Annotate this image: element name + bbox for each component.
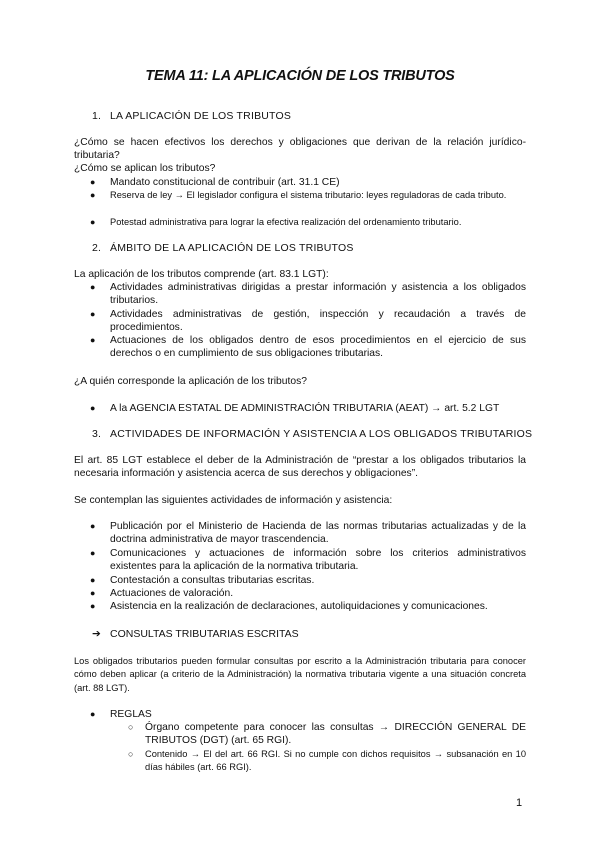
list-item-text: Actividades administrativas de gestión, inspección y recaudación a través de procedimientos.: [110, 309, 526, 334]
page-number: 1: [516, 797, 523, 809]
list-item: [90, 600, 526, 613]
bullet-icon: ●: [90, 190, 96, 200]
bullet-icon: ●: [90, 601, 96, 611]
rules-label: REGLAS: [110, 709, 152, 720]
sub-list-item-text: Contenido → El del art. 66 RGI. Si no cumple con dichos requisitos → subsanación en 10 días hábiles (art. 66 RGI).: [145, 749, 526, 773]
list-item-text: Actuaciones de valoración.: [110, 588, 234, 599]
list-item-text: Potestad administrativa para lograr la efectiva realización del ordenamiento tributario.: [110, 217, 462, 227]
list-item-text: Publicación por el Ministerio de Hacienda de las normas tributarias actualizadas y de la doctrina administrativa de mayor trascendencia.: [110, 521, 526, 546]
section-1-question-2: ¿Cómo se aplican los tributos?: [74, 163, 216, 174]
section-1-title: LA APLICACIÓN DE LOS TRIBUTOS: [110, 110, 292, 122]
list-item: [90, 402, 526, 415]
bullet-icon: ●: [90, 309, 96, 319]
sub-list-item-text: Órgano competente para conocer las consultas → DIRECCIÓN GENERAL DE TRIBUTOS (DGT) (art. 65 RGI).: [145, 722, 526, 747]
list-item-text: Actuaciones de los obligados dentro de esos procedimientos en el ejercicio de sus derechos o en cumplimiento de sus obligaciones tributarias.: [110, 335, 526, 360]
list-item: [90, 176, 526, 189]
sub-list-item: [128, 748, 526, 775]
list-item-text: Actividades administrativas dirigidas a prestar información y asistencia a los obligados tributarios.: [110, 282, 526, 307]
list-item-text: Reserva de ley → El legislador configura el sistema tributario: leyes reguladoras de cada tributo.: [110, 190, 507, 200]
list-item: [90, 520, 526, 547]
bullet-icon: ●: [90, 548, 96, 558]
list-item: [90, 308, 526, 335]
bullet-icon: ●: [90, 177, 96, 187]
list-item: [90, 574, 526, 587]
bullet-icon: ●: [90, 521, 96, 531]
section-2-question: ¿A quién corresponde la aplicación de los tributos?: [74, 376, 307, 387]
list-item-text: Asistencia en la realización de declaraciones, autoliquidaciones y comunicaciones.: [110, 601, 488, 612]
consultas-title: CONSULTAS TRIBUTARIAS ESCRITAS: [110, 628, 299, 640]
list-item-text: A la AGENCIA ESTATAL DE ADMINISTRACIÓN TRIBUTARIA (AEAT) → art. 5.2 LGT: [110, 403, 500, 414]
section-3-heading: [92, 428, 532, 440]
section-2-title: ÁMBITO DE LA APLICACIÓN DE LOS TRIBUTOS: [110, 242, 354, 254]
page-title: TEMA 11: LA APLICACIÓN DE LOS TRIBUTOS: [145, 68, 455, 84]
section-1-heading: [92, 110, 291, 122]
section-3-paragraph-2: Se contemplan las siguientes actividades de información y asistencia:: [74, 495, 393, 506]
section-1-question-1: ¿Cómo se hacen efectivos los derechos y obligaciones que derivan de la relación jurídico-tributaria?: [74, 137, 526, 162]
bullet-icon: ●: [90, 588, 96, 598]
sub-list-item: [128, 721, 526, 748]
list-item: [90, 281, 526, 308]
section-1-number: 1.: [92, 110, 102, 122]
section-3-number: 3.: [92, 428, 102, 440]
section-3-paragraph-3: Los obligados tributarios pueden formular consultas por escrito a la Administración tributaria para conocer cómo deben aplicar (a criterio de la Administración) la normativa tributaria vigente a una situación concreta (art. 88 LGT).: [74, 656, 526, 693]
section-2-heading: [92, 242, 354, 254]
list-item-text: Comunicaciones y actuaciones de información sobre los criterios administrativos existentes para la aplicación de la normativa tributaria.: [110, 548, 526, 573]
list-item: [90, 216, 526, 229]
list-item: [90, 547, 526, 574]
section-3-paragraph-1: El art. 85 LGT establece el deber de la Administración de “prestar a los obligados tributarios la necesaria información y asistencia acerca de sus derechos y obligaciones”.: [74, 455, 526, 480]
bullet-icon: ●: [90, 709, 96, 719]
bullet-icon: ●: [90, 403, 96, 413]
bullet-icon: ●: [90, 575, 96, 585]
list-item: [90, 587, 526, 600]
consultas-subheading: [92, 628, 299, 640]
list-item-text: Contestación a consultas tributarias escritas.: [110, 575, 315, 586]
section-3-title: ACTIVIDADES DE INFORMACIÓN Y ASISTENCIA A LOS OBLIGADOS TRIBUTARIOS: [110, 428, 533, 440]
arrow-icon: ➔: [92, 628, 101, 640]
circle-bullet-icon: ○: [128, 749, 134, 759]
list-item-text: Mandato constitucional de contribuir (art. 31.1 CE): [110, 177, 340, 188]
circle-bullet-icon: ○: [128, 722, 134, 732]
bullet-icon: ●: [90, 335, 96, 345]
list-item: [90, 189, 526, 202]
section-2-intro: La aplicación de los tributos comprende (art. 83.1 LGT):: [74, 269, 329, 280]
section-2-number: 2.: [92, 242, 102, 254]
bullet-icon: ●: [90, 282, 96, 292]
bullet-icon: ●: [90, 217, 96, 227]
list-item: [90, 708, 526, 721]
list-item: [90, 334, 526, 361]
